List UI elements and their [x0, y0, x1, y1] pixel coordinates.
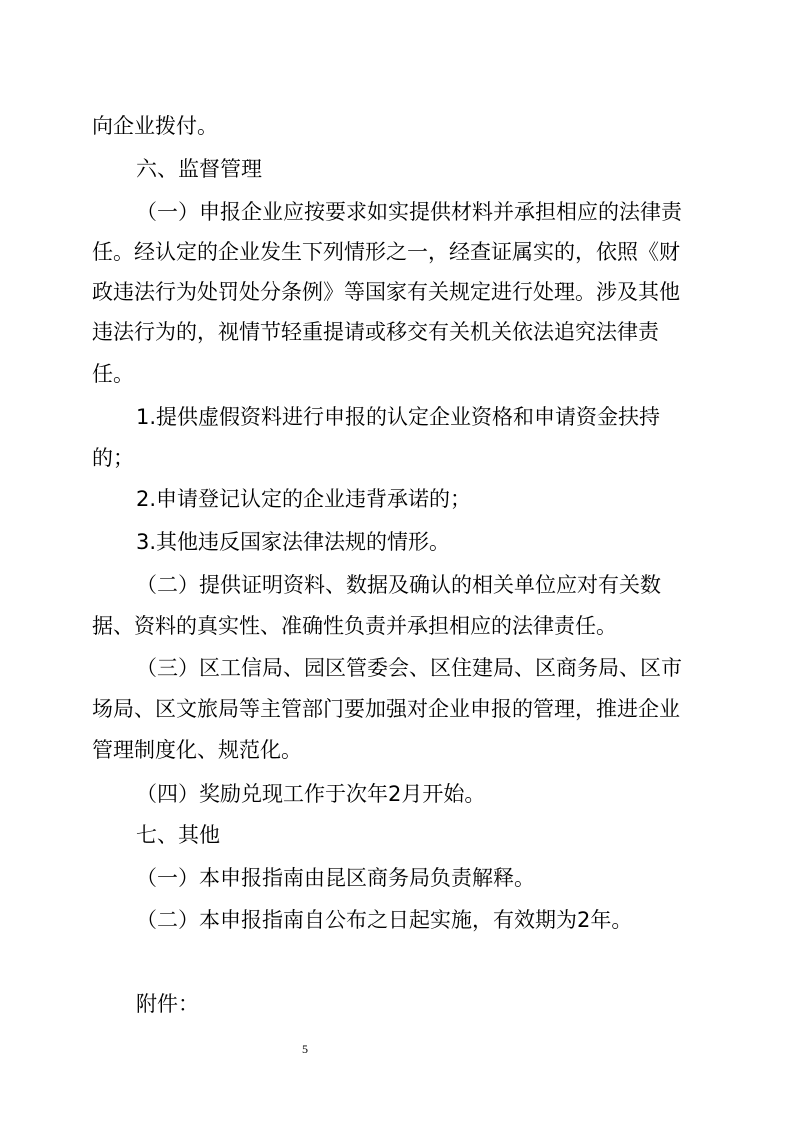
paragraph-line: 任。经认定的企业发生下列情形之一，经查证属实的，依照《财 [92, 240, 680, 264]
attachment-label: 附件： [136, 992, 199, 1016]
paragraph-line: 政违法行为处罚处分条例》等国家有关规定进行处理。涉及其他 [92, 280, 680, 304]
paragraph-line: （四）奖励兑现工作于次年2月开始。 [136, 782, 486, 806]
section-heading: 七、其他 [136, 823, 220, 847]
paragraph-line: 场局、区文旅局等主管部门要加强对企业申报的管理，推进企业 [92, 697, 680, 721]
paragraph-line: （一）本申报指南由昆区商务局负责解释。 [136, 866, 535, 890]
page-number: 5 [302, 1042, 308, 1056]
paragraph-line: （三）区工信局、园区管委会、区住建局、区商务局、区市 [136, 656, 682, 680]
list-item: 2.申请登记认定的企业违背承诺的； [136, 487, 472, 511]
paragraph-line: 管理制度化、规范化。 [92, 738, 302, 762]
paragraph-line: （二）本申报指南自公布之日起实施，有效期为2年。 [136, 908, 633, 932]
paragraph-line: （一）申报企业应按要求如实提供材料并承担相应的法律责 [136, 200, 682, 224]
paragraph-line: 向企业拨付。 [92, 114, 218, 138]
paragraph-line: 据、资料的真实性、准确性负责并承担相应的法律责任。 [92, 614, 617, 638]
paragraph-line: 违法行为的，视情节轻重提请或移交有关机关依法追究法律责 [92, 320, 659, 344]
section-heading: 六、监督管理 [136, 157, 262, 181]
list-item: 1.提供虚假资料进行申报的认定企业资格和申请资金扶持 [136, 405, 661, 429]
list-item: 3.其他违反国家法律法规的情形。 [136, 530, 451, 554]
paragraph-line: （二）提供证明资料、数据及确认的相关单位应对有关数 [136, 573, 661, 597]
paragraph-line: 的； [92, 446, 134, 470]
paragraph-line: 任。 [92, 362, 134, 386]
